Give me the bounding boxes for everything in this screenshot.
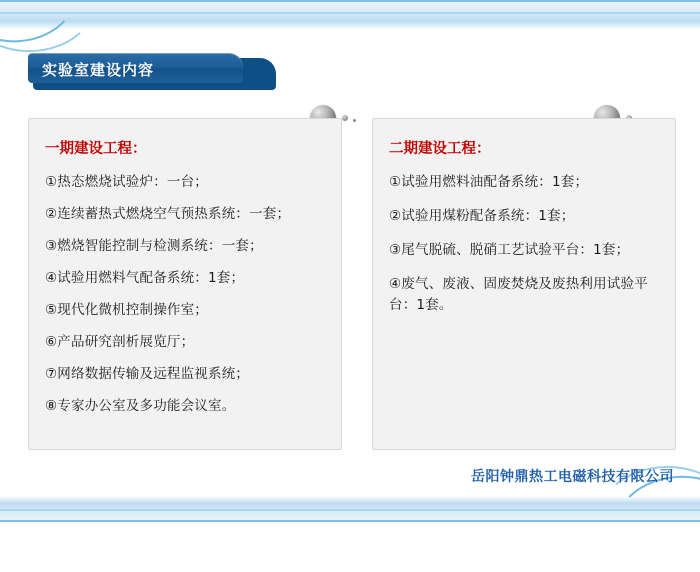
list-item: ①热态燃烧试验炉：一台；	[45, 174, 209, 191]
list-item: ⑥产品研究剖析展览厅；	[45, 334, 195, 350]
phase-two-panel	[372, 118, 676, 450]
list-item: ③尾气脱硫、脱硝工艺试验平台：1套；	[389, 242, 630, 259]
list-item: ④试验用燃料气配备系统：1套；	[45, 270, 245, 287]
top-left-arc-2	[0, 0, 97, 56]
top-band-line-1	[0, 0, 700, 2]
phase-one-heading: 一期建设工程：	[45, 141, 147, 157]
sphere-decoration-left-tiny	[353, 119, 356, 122]
list-item: ②试验用煤粉配备系统：1套；	[389, 208, 575, 225]
phase-one-panel-content	[29, 119, 341, 438]
list-item: ④废气、废液、固废焚烧及废热利用试验平台：1套。	[389, 276, 648, 314]
top-decorative-band	[0, 0, 700, 30]
sphere-decoration-left-small	[342, 115, 348, 121]
top-band-line-2	[0, 12, 700, 14]
list-item: ②连续蓄热式燃烧空气预热系统：一套；	[45, 206, 291, 223]
phase-two-panel-content	[373, 119, 675, 339]
list-item: ⑧专家办公室及多功能会议室。	[45, 397, 236, 414]
page-title: 实验室建设内容	[42, 61, 155, 79]
list-item: ⑤现代化微机控制操作室；	[45, 302, 209, 319]
slide-title-banner	[28, 53, 276, 87]
list-item: ⑦网络数据传输及远程监视系统；	[45, 365, 250, 382]
footer-company-name: 岳阳钟鼎热工电磁科技有限公司	[471, 469, 674, 485]
bottom-band-line-2	[0, 509, 700, 511]
list-item: ③燃烧智能控制与检测系统：一套；	[45, 238, 263, 255]
phase-one-panel	[28, 118, 342, 450]
list-item: ①试验用燃料油配备系统：1套；	[389, 174, 589, 191]
phase-two-heading: 二期建设工程：	[389, 141, 491, 157]
